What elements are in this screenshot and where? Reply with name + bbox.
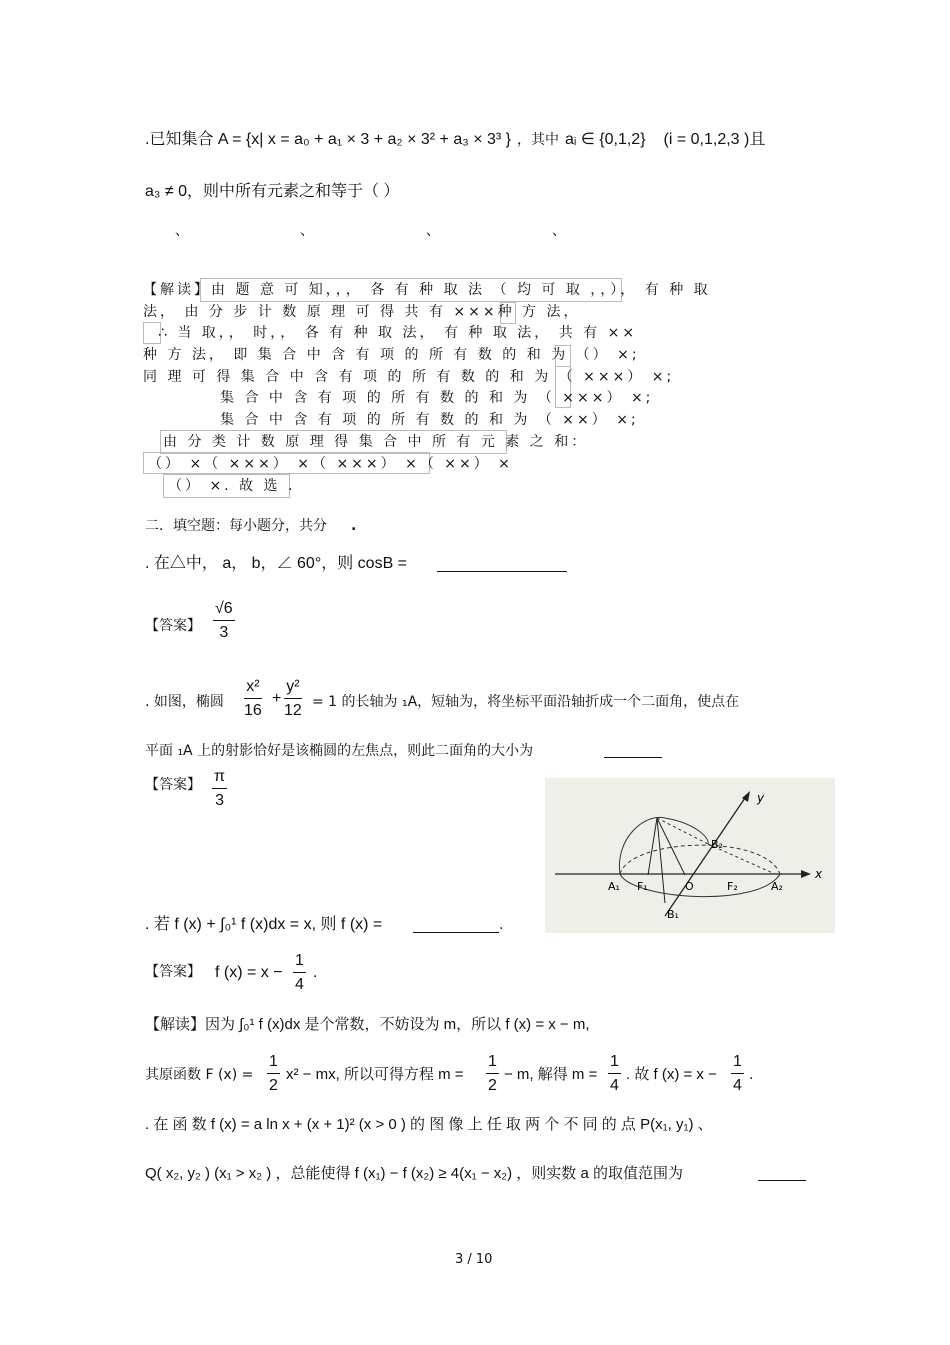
- label-y: y: [757, 791, 765, 805]
- q4-end: .: [499, 917, 504, 933]
- solution4-line2-mid3: . 故 f (x) = x −: [626, 1066, 717, 1083]
- q2-answer-den: 3: [219, 624, 229, 641]
- section2-heading: 二．填空题：每小题分，共分 .: [145, 518, 357, 534]
- solution1-line: 法， 由 分 步 计 数 原 理 可 得 共 有 ×××种 方 法，: [143, 304, 581, 320]
- solution1-line: 集 合 中 含 有 项 的 所 有 数 的 和 为 （ ×××） ×;: [220, 390, 654, 406]
- solution4-quarter1: $\frac{1}{4}$: [610, 1053, 619, 1094]
- solution4-quarter2: $\frac{1}{4}$: [733, 1053, 742, 1094]
- label-B2: B₂: [711, 838, 723, 851]
- solution1-line: ∴ 当 取，， 时，， 各 有 种 取 法， 有 种 取 法， 共 有 ××: [158, 325, 638, 341]
- label-A2: A₂: [771, 880, 783, 893]
- q3-answer-den: 3: [215, 792, 224, 809]
- q3-answer-num: π: [212, 768, 227, 789]
- q3-answer-fraction: [212, 768, 227, 810]
- q4-answer-label: 【答案】: [145, 964, 201, 980]
- q3-frac-y-num: y²: [284, 678, 302, 699]
- q3-frac-x-den: 16: [244, 702, 262, 719]
- q4-answer-blank: [413, 932, 499, 933]
- label-O: O: [685, 880, 694, 893]
- q2-text: . 在△中， a， b，∠ 60°，则 cosB =: [145, 555, 408, 572]
- q2-answer-num: √6: [213, 600, 235, 621]
- q1-option-c: 、: [426, 223, 440, 239]
- solution1-line: 种 方 法， 即 集 合 中 含 有 项 的 所 有 数 的 和 为 （） ×;: [143, 347, 640, 363]
- q4-answer-lead: f (x) = x −: [215, 964, 283, 981]
- q5-answer-blank: [758, 1180, 806, 1181]
- q2-answer-blank: [437, 571, 567, 572]
- q1-line2: a₃ ≠ 0，则中所有元素之和等于（ ）: [145, 183, 400, 200]
- q1-option-b: 、: [300, 223, 314, 239]
- label-F1: F₁: [637, 880, 648, 893]
- q2-answer-label: 【答案】: [145, 618, 201, 634]
- ellipse-fold-figure: [545, 778, 835, 933]
- q4-answer-den: 4: [295, 976, 304, 993]
- q3-frac-y-den: 12: [284, 702, 302, 719]
- solution4-half1: $\frac{1}{2}$: [269, 1053, 278, 1094]
- q4-text: . 若 f (x) + ∫₀¹ f (x)dx = x, 则 f (x) =: [145, 916, 383, 933]
- solution4-half2: $\frac{1}{2}$: [488, 1053, 497, 1094]
- q4-answer-num: 1: [293, 952, 306, 973]
- q1-cond: aᵢ ∈ {0,1,2}: [565, 131, 646, 148]
- solution4-line2-mid2: − m, 解得 m =: [504, 1066, 598, 1083]
- q1-option-d: 、: [552, 223, 566, 239]
- label-A1: A₁: [608, 880, 620, 893]
- solution1-line: 由 分 类 计 数 原 理 得 集 合 中 所 有 元 素 之 和：: [163, 434, 589, 450]
- page-number: 3 / 10: [455, 1252, 493, 1267]
- q3-frac-y: [284, 678, 302, 720]
- q3-answer-blank: [604, 757, 662, 758]
- solution4-line2-mid1: x² − mx, 所以可得方程 m =: [286, 1066, 464, 1083]
- q3-frac-x-num: x²: [244, 678, 262, 699]
- q3-tail: = 1 的长轴为 ₁A，短轴为，将坐标平面沿轴折成一个二面角，使点在: [312, 694, 740, 710]
- solution4-line2-end: .: [749, 1066, 754, 1083]
- q1-option-a: 、: [175, 223, 189, 239]
- q1-idx: (i = 0,1,2,3 )且: [663, 131, 766, 148]
- q1-mid: ，其中: [517, 131, 560, 147]
- solution1-line: （） ×. 故 选 .: [168, 478, 296, 494]
- solution4-line2-lead: 其原函数 F (x) =: [145, 1067, 254, 1083]
- label-F2: F₂: [727, 880, 738, 893]
- label-B1: B₁: [667, 908, 679, 921]
- figure-background: [545, 778, 835, 933]
- solution1-line: 【解读】由 题 意 可 知，，， 各 有 种 取 法 （ 均 可 取 ，，）， 有 种 取: [143, 282, 711, 298]
- solution1-line: 同 理 可 得 集 合 中 含 有 项 的 所 有 数 的 和 为 （ ×××） ×;: [143, 369, 675, 385]
- q5-line1: . 在 函 数 f (x) = a ln x + (x + 1)² (x > 0 ) 的 图 像 上 任 取 两 个 不 同 的 点 P(x₁, y₁) 、: [145, 1116, 713, 1133]
- solution4-line1: 【解读】因为 ∫₀¹ f (x)dx 是个常数，不妨设为 m，所以 f (x) = x − m,: [145, 1016, 590, 1033]
- solution1-line: （） ×（ ×××） ×（ ×××） ×（ ××） ×: [148, 456, 513, 472]
- q3-line2: 平面 ₁A 上的射影恰好是该椭圆的左焦点，则此二面角的大小为: [145, 743, 534, 759]
- q1-set-def: .已知集合 A = {x| x = a₀ + a₁ × 3 + a₂ × 3² + a₃ × 3³ }: [145, 131, 512, 148]
- q4-answer-end: .: [313, 964, 318, 981]
- q3-plus: +: [272, 690, 282, 707]
- solution1-line: 集 合 中 含 有 项 的 所 有 数 的 和 为 （ ××） ×;: [220, 412, 639, 428]
- q4-answer-fraction: [293, 952, 306, 994]
- q3-answer-label: 【答案】: [145, 777, 201, 793]
- q2-answer-fraction: [213, 600, 235, 642]
- label-x: x: [815, 867, 823, 881]
- q1-line1: [145, 132, 765, 148]
- q3-lead: . 如图，椭圆: [145, 694, 224, 710]
- q5-line2: Q( x₂, y₂ ) (x₁ > x₂ ) ，总能使得 f (x₁) − f (x₂) ≥ 4(x₁ − x₂) ，则实数 a 的取值范围为: [145, 1165, 683, 1182]
- q3-frac-x: [244, 678, 262, 720]
